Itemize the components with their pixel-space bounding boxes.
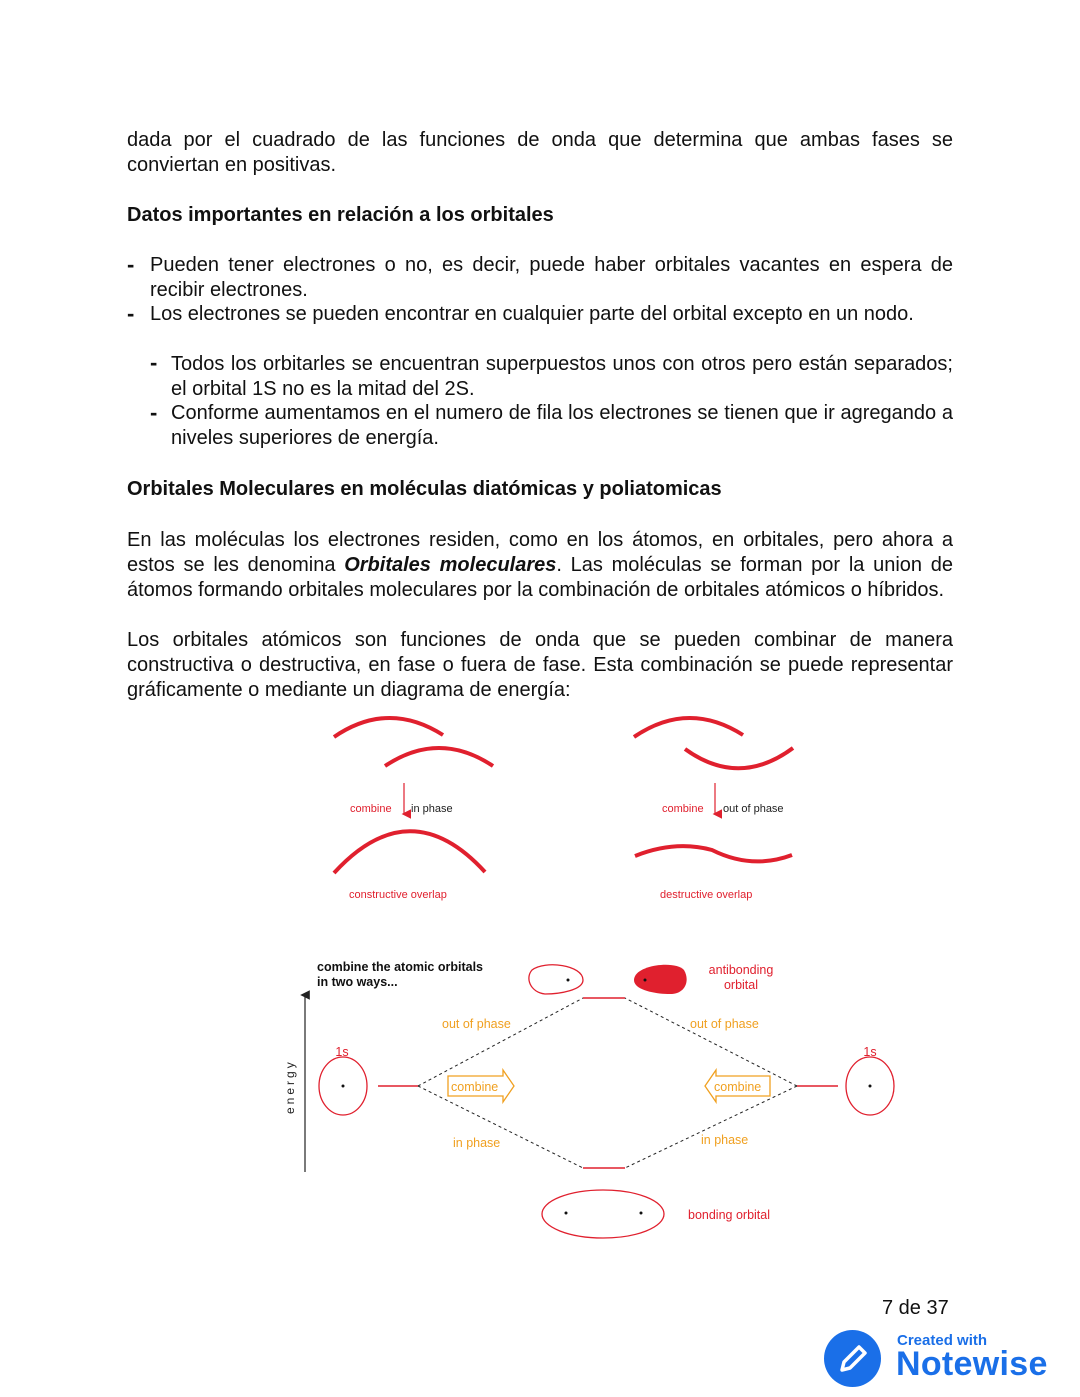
text: . Las moléculas se forman por la union de átomos formando orbitales moleculares por la combinación de orbitales atómicos o híbridos. [127, 554, 954, 601]
energy-diagram-title: in two ways... [317, 975, 398, 989]
notewise-badge [824, 1328, 1074, 1388]
wave-arc [634, 718, 743, 737]
out-of-phase-label: out of phase [723, 803, 784, 815]
overlap-figure-constructive [334, 718, 493, 873]
combine-label-left: combine [451, 1080, 499, 1094]
brand-name: Notewise [896, 1345, 1048, 1383]
brand-caption: Created with [897, 1332, 988, 1349]
energy-diagram-title: combine the atomic orbitals [317, 960, 484, 974]
bullet-item: Pueden tener electrones o no, es decir, puede haber orbitales vacantes en espera de recibir electrones. [150, 254, 953, 301]
antibonding-lobe-filled [634, 965, 687, 994]
combined-wave-arc [334, 831, 485, 873]
subbullet-dash: - [150, 350, 158, 375]
energy-axis-label: energy [283, 1059, 297, 1114]
antibonding-lobe-outline [529, 965, 583, 994]
in-phase-label: in phase [411, 803, 453, 815]
nucleus-dot [342, 1085, 345, 1088]
bullet-dash: - [127, 252, 135, 277]
nucleus-dot [565, 1212, 568, 1215]
1s-label-right: 1s [863, 1045, 877, 1059]
destructive-overlap-label: destructive overlap [660, 889, 753, 901]
out-of-phase-label-left: out of phase [442, 1017, 511, 1031]
combine-label: combine [662, 803, 704, 815]
text: En las moléculas los electrones residen, como en los átomos, en orbitales, pero ahora a estos se les denomina [127, 529, 953, 576]
wave-arc [334, 718, 443, 737]
subbullet-item: Todos los orbitarles se encuentran superpuestos unos con otros pero están separados; el orbital 1S no es la mitad del 2S. [171, 353, 953, 400]
subbullet-dash: - [150, 400, 158, 425]
bullet-dash: - [127, 301, 135, 326]
nucleus-dot [640, 1212, 643, 1215]
section-heading-molecular: Orbitales Moleculares en moléculas diatómicas y poliatomicas [127, 478, 722, 500]
paragraph-combination: Los orbitales atómicos son funciones de onda que se pueden combinar de manera constructiva o destructiva, en fase o fuera de fase. Esta combinación se puede representar gráficamente o mediante un diagrama de energía: [127, 629, 953, 701]
1s-label-left: 1s [335, 1045, 349, 1059]
wave-arc [385, 748, 493, 766]
nucleus-dot [644, 979, 647, 982]
in-phase-label-left: in phase [453, 1136, 501, 1150]
orbital-diagrams [0, 700, 1080, 1260]
bullet-item: Los electrones se pueden encontrar en cualquier parte del orbital excepto en un nodo. [150, 303, 914, 325]
combine-label: combine [350, 803, 392, 815]
nucleus-dot [869, 1085, 872, 1088]
subbullet-item: Conforme aumentamos en el numero de fila los electrones se tienen que ir agregando a niveles superiores de energía. [171, 402, 953, 449]
overlap-figure-destructive [634, 718, 793, 861]
section-heading-orbitals: Datos importantes en relación a los orbitales [127, 204, 554, 226]
combine-label-right: combine [714, 1080, 762, 1094]
antibonding-label: antibonding [708, 963, 774, 977]
intro-paragraph: dada por el cuadrado de las funciones de onda que determina que ambas fases se conviertan en positivas. [127, 129, 953, 176]
bonding-orbital-label: bonding orbital [688, 1208, 771, 1222]
in-phase-label-right: in phase [701, 1133, 749, 1147]
emphasis-term: Orbitales moleculares [344, 554, 557, 576]
combined-wave [635, 846, 792, 861]
constructive-overlap-label: constructive overlap [349, 889, 447, 901]
out-of-phase-label-right: out of phase [690, 1017, 759, 1031]
antibonding-label: orbital [723, 978, 759, 992]
wave-inverted-arc [685, 748, 793, 768]
nucleus-dot [567, 979, 570, 982]
page-number: 7 de 37 [882, 1297, 949, 1319]
paragraph-molecular-orbitals [127, 528, 953, 603]
bonding-orbital-shape [542, 1190, 664, 1238]
pencil-icon [824, 1330, 881, 1387]
